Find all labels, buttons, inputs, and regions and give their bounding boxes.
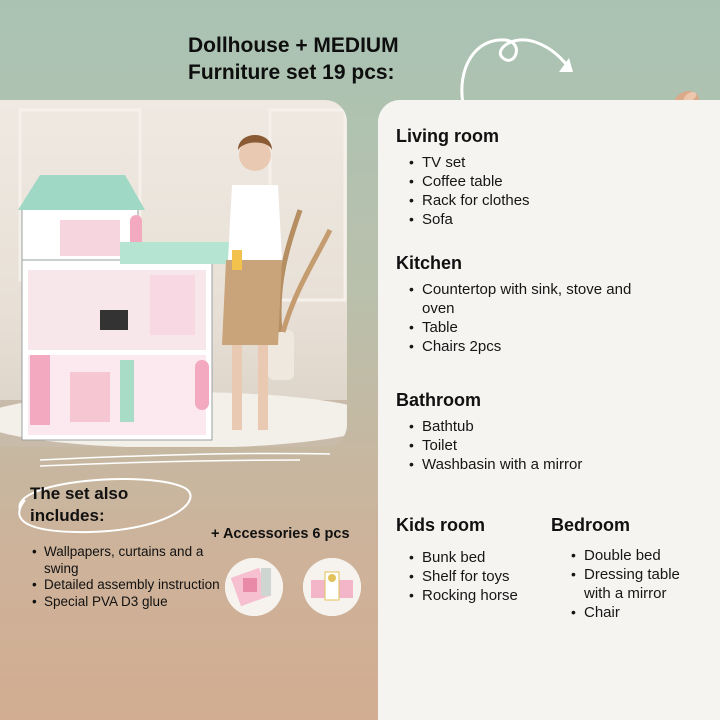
section-title: Kitchen bbox=[396, 253, 463, 273]
section-title: Bedroom bbox=[551, 515, 631, 535]
title-line-1: Dollhouse + MEDIUM bbox=[188, 34, 399, 57]
accessory-image-2 bbox=[303, 558, 361, 616]
title-line-2: Furniture set 19 pcs: bbox=[188, 61, 395, 84]
list-item: • Chairs 2pcs bbox=[422, 337, 656, 356]
list-item: • Toilet bbox=[422, 436, 582, 455]
list-item: • Sofa bbox=[422, 210, 530, 229]
section-title: Kids room bbox=[396, 515, 486, 535]
accessories-title: + Accessories 6 pcs bbox=[211, 526, 350, 542]
list-item: • Wallpapers, curtains and a swing bbox=[44, 544, 224, 577]
list-item: • Rack for clothes bbox=[422, 191, 530, 210]
list-item: • Countertop with sink, stove and oven bbox=[422, 280, 637, 318]
section-kitchen bbox=[396, 253, 656, 356]
list-item: • Shelf for toys bbox=[422, 567, 518, 586]
extras-title: The set also includes: bbox=[30, 484, 129, 525]
list-item: • Table bbox=[422, 318, 656, 337]
list-item: • Detailed assembly instruction bbox=[44, 577, 224, 594]
section-bedroom bbox=[551, 515, 711, 622]
section-title: Living room bbox=[396, 126, 499, 146]
section-title: Bathroom bbox=[396, 390, 481, 410]
list-item: • Special PVA D3 glue bbox=[44, 594, 224, 611]
section-living-room bbox=[396, 126, 530, 229]
list-item: • Dressing table with a mirror bbox=[584, 565, 699, 603]
list-item: • Bathtub bbox=[422, 417, 582, 436]
section-kids-room bbox=[396, 515, 518, 605]
list-item: • Chair bbox=[584, 603, 711, 622]
accessory-image-1 bbox=[225, 558, 283, 616]
list-item: • Rocking horse bbox=[422, 586, 518, 605]
list-item: • Double bed bbox=[584, 546, 711, 565]
section-bathroom bbox=[396, 390, 582, 474]
list-item: • TV set bbox=[422, 153, 530, 172]
list-item: • Coffee table bbox=[422, 172, 530, 191]
list-item: • Washbasin with a mirror bbox=[422, 455, 582, 474]
list-item: • Bunk bed bbox=[422, 548, 518, 567]
curly-arrow-icon bbox=[455, 28, 585, 108]
page-title bbox=[188, 32, 448, 86]
dollhouse-photo bbox=[0, 100, 347, 447]
extras-list bbox=[30, 544, 224, 610]
